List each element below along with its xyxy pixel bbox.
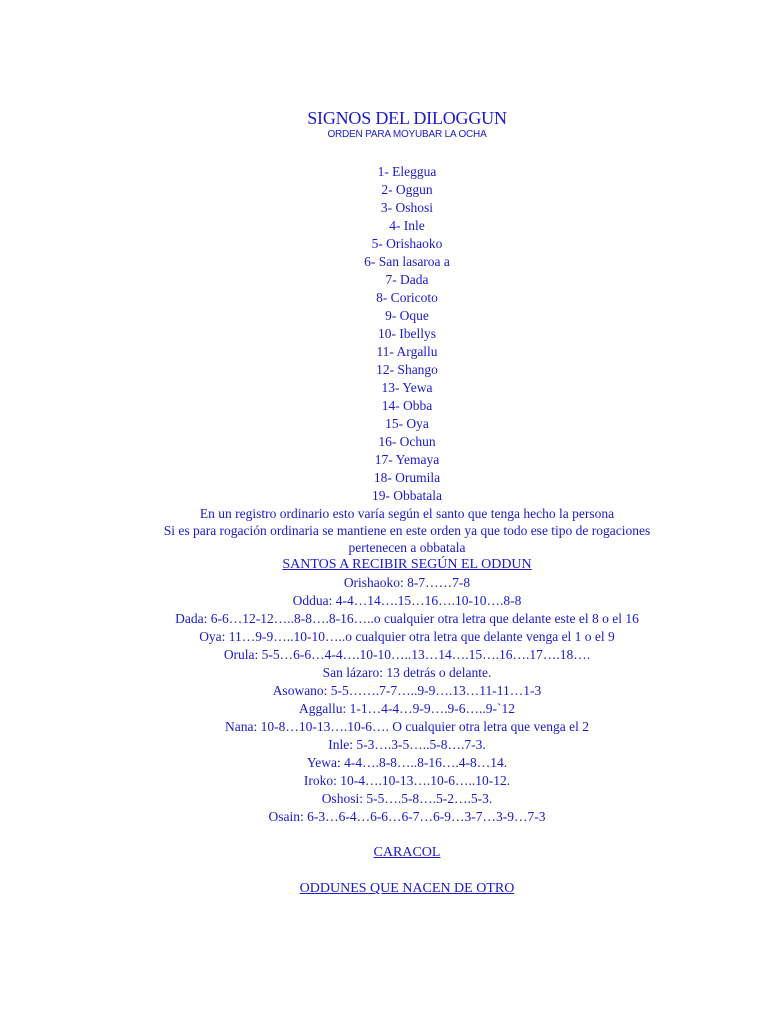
section-heading-santos: SANTOS A RECIBIR SEGÚN EL ODDUN [282,557,532,572]
section-heading-oddunes: ODDUNES QUE NACEN DE OTRO [299,881,515,896]
list-item: Iroko: 10-4….10-13….10-6…..10-12. [303,773,511,788]
list-item: 8- Coricoto [376,290,438,305]
list-item: 19- Obbatala [371,488,443,503]
list-item: Aggallu: 1-1…4-4…9-9….9-6…..9-`12 [299,701,515,716]
note-registro: En un registro ordinario esto varía según el santo que tenga hecho la persona [199,506,615,521]
list-item: 10- Ibellys [377,326,437,341]
list-item: 11- Argallu [376,344,438,359]
list-item: Yewa: 4-4….8-8…..8-16….4-8…14. [306,755,508,770]
list-item: Oshosi: 5-5….5-8….5-2….5-3. [321,791,493,806]
list-item: 17- Yemaya [374,452,440,467]
list-item: 2- Oggun [381,182,433,197]
orisha-order-list [155,163,659,505]
list-item: 18- Orumila [373,470,441,485]
list-item: Orishaoko: 8-7……7-8 [343,575,471,590]
list-item: 13- Yewa [381,380,433,395]
document-title: SIGNOS DEL DILOGGUN [307,108,507,128]
list-item: Inle: 5-3….3-5…..5-8….7-3. [328,737,486,752]
list-item: Oddua: 4-4…14….15…16….10-10….8-8 [292,593,522,608]
spacer [155,862,659,880]
document-page [155,108,659,898]
santos-list [155,574,659,826]
list-item: 9- Oque [385,308,429,323]
list-item: Oya: 11…9-9…..10-10…..o cualquier otra letra que delante venga el 1 o el 9 [199,629,615,644]
list-item: 5- Orishaoko [371,236,443,251]
list-item: 6- San lasaroa a [364,254,450,269]
document-subtitle: ORDEN PARA MOYUBAR LA OCHA [327,129,487,140]
list-item: 15- Oya [385,416,429,431]
list-item: 7- Dada [385,272,429,287]
list-item: Osain: 6-3…6-4…6-6…6-7…6-9…3-7…3-9…7-3 [268,809,546,824]
list-item: San lázaro: 13 detrás o delante. [322,665,492,680]
list-item: Orula: 5-5…6-6…4-4….10-10…..13…14….15….16….17….18…. [223,647,591,662]
list-item: 4- Inle [389,218,425,233]
list-item: Asowano: 5-5…….7-7…..9-9….13…11-11…1-3 [272,683,542,698]
note-rogacion: Si es para rogación ordinaria se mantiene en este orden ya que todo ese tipo de rogaciones pertenecen a obbatala [163,523,651,555]
list-item: 3- Oshosi [380,200,434,215]
list-item: 14- Obba [381,398,433,413]
list-item: Nana: 10-8…10-13….10-6…. O cualquier otra letra que venga el 2 [224,719,589,734]
section-heading-caracol: CARACOL [373,845,441,860]
list-item: Dada: 6-6…12-12…..8-8….8-16…..o cualquier otra letra que delante este el 8 o el 16 [175,611,639,626]
list-item: 1- Eleggua [377,164,437,179]
list-item: 16- Ochun [378,434,436,449]
spacer [155,826,659,844]
list-item: 12- Shango [376,362,438,377]
